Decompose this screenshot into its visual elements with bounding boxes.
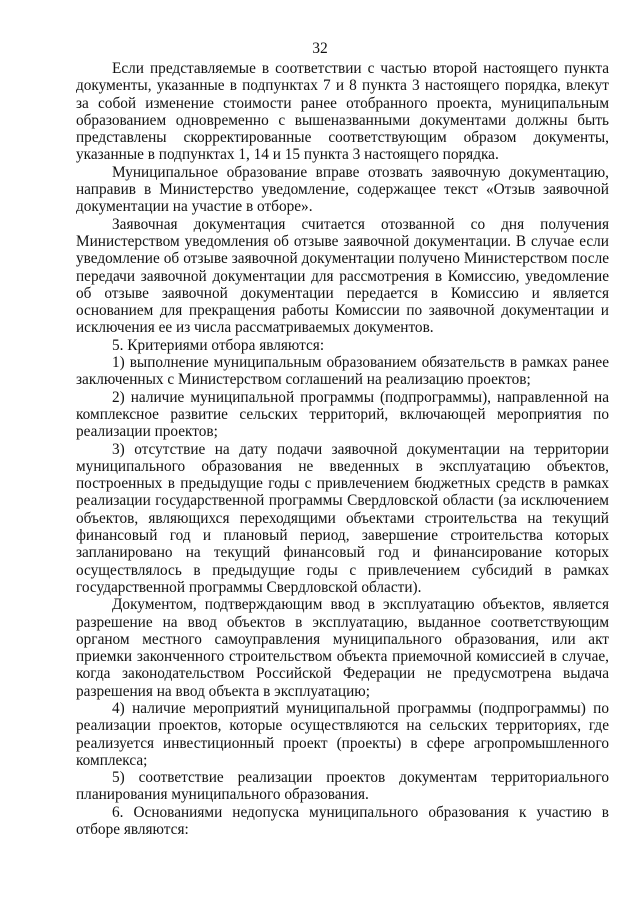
page-number: 32 (312, 40, 328, 57)
paragraph-selection-criteria-heading: 5. Критериями отбора являются: (112, 336, 325, 354)
paragraph-resubmission-documents: Если представляемые в соответствии с частью второй настоящего пункта документы, указанные в подпунктах 7 и 8 пункта 3 настоящего порядка, влекут за собой изменение стоимости ранее отобранного проекта, муниципальным образованием одновременно с вышеназванными документами должны быть представлены скорректированные соответствующим образом документы, указанные в подпунктах 1, 14 и 15 пункта 3 настоящего порядка. (76, 60, 609, 164)
document-body (76, 60, 609, 838)
paragraph-non-admission-heading: 6. Основаниями недопуска муниципального образования к участию в отборе являются: (76, 803, 609, 839)
paragraph-commissioning-document: Документом, подтверждающим ввод в эксплуатацию объектов, является разрешение на ввод объектов в эксплуатацию, выданное соответствующим органом местного самоуправления муниципального образования, или акт приемки законченного строительством объекта приемочной комиссией в случае, когда законодательством Российской Федерации не предусмотрена выдача разрешения на ввод объекта в эксплуатацию; (76, 596, 609, 700)
criterion-2: 2) наличие муниципальной программы (подпрограммы), направленной на комплексное развитие сельских территорий, включающей мероприятия по реализации проектов; (76, 388, 609, 441)
criterion-3: 3) отсутствие на дату подачи заявочной документации на территории муниципального образования не введенных в эксплуатацию объектов, построенных в предыдущие годы с привлечением бюджетных средств в рамках реализации государственной программы Свердловской области (за исключением объектов, являющихся переходящими объектами строительства на текущий финансовый год и плановый период, завершение строительства которых запланировано на текущий финансовый год и финансирование которых осуществлялось в предыдущие годы с привлечением субсидий в рамках государственной программы Свердловской области). (76, 440, 609, 596)
paragraph-withdrawal-right: Муниципальное образование вправе отозвать заявочную документацию, направив в Министерство уведомление, содержащее текст «Отзыв заявочной документации на участие в отборе». (76, 163, 609, 216)
criterion-4: 4) наличие мероприятий муниципальной программы (подпрограммы) по реализации проектов, которые осуществляются на сельских территориях, где реализуется инвестиционный проект (проекты) в сфере агропромышленного комплекса; (76, 699, 609, 769)
criterion-1: 1) выполнение муниципальным образованием обязательств в рамках ранее заключенных с Министерством соглашений на реализацию проектов; (76, 354, 609, 389)
paragraph-withdrawal-effect: Заявочная документация считается отозванной со дня получения Министерством уведомления об отзыве заявочной документации. В случае если уведомление об отзыве заявочной документации получено Министерством после передачи заявочной документации для рассмотрения в Комиссию, уведомление об отзыве заявочной документации передается в Комиссию и является основанием для прекращения работы Комиссии по заявочной документации и исключения ее из числа рассматриваемых документов. (76, 215, 609, 337)
criterion-5: 5) соответствие реализации проектов документам территориального планирования муниципального образования. (76, 769, 609, 804)
